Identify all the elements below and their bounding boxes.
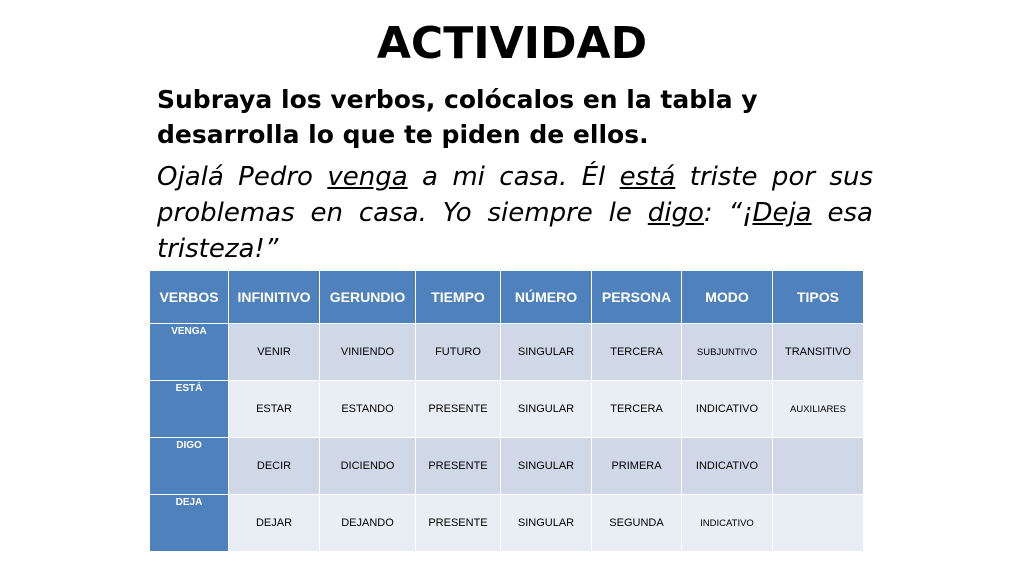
header-verbos: VERBOS — [150, 271, 229, 324]
cell-gerundio: DICIENDO — [320, 438, 416, 495]
table-row — [150, 438, 864, 495]
cell-numero: SINGULAR — [501, 438, 592, 495]
header-tiempo: TIEMPO — [416, 271, 501, 324]
sentence-text: a mi casa. Él — [407, 162, 620, 192]
activity-sentence — [157, 159, 873, 267]
cell-tipos: TRANSITIVO — [773, 324, 864, 381]
sentence-text: Ojalá Pedro — [157, 162, 328, 192]
cell-infinitivo: DEJAR — [229, 495, 320, 552]
cell-verb: VENGA — [150, 324, 229, 381]
verbs-table — [149, 270, 864, 552]
cell-verb: DIGO — [150, 438, 229, 495]
cell-tipos — [773, 438, 864, 495]
verb-underlined: Deja — [752, 198, 812, 228]
cell-modo: SUBJUNTIVO — [682, 324, 773, 381]
cell-modo: INDICATIVO — [682, 438, 773, 495]
table-row — [150, 495, 864, 552]
cell-verb: ESTÁ — [150, 381, 229, 438]
header-gerundio: GERUNDIO — [320, 271, 416, 324]
cell-gerundio: ESTANDO — [320, 381, 416, 438]
cell-tiempo: FUTURO — [416, 324, 501, 381]
cell-persona: SEGUNDA — [592, 495, 682, 552]
sentence-text: triste por sus problemas en casa. Yo siempre le — [157, 162, 873, 228]
cell-modo: INDICATIVO — [682, 381, 773, 438]
cell-tipos — [773, 495, 864, 552]
cell-gerundio: DEJANDO — [320, 495, 416, 552]
header-infinitivo: INFINITIVO — [229, 271, 320, 324]
cell-infinitivo: ESTAR — [229, 381, 320, 438]
header-numero: NÚMERO — [501, 271, 592, 324]
header-modo: MODO — [682, 271, 773, 324]
cell-numero: SINGULAR — [501, 324, 592, 381]
cell-persona: TERCERA — [592, 324, 682, 381]
cell-tiempo: PRESENTE — [416, 438, 501, 495]
cell-tiempo: PRESENTE — [416, 495, 501, 552]
verb-underlined: está — [619, 162, 676, 192]
cell-modo: INDICATIVO — [682, 495, 773, 552]
sentence-text: esa tristeza!” — [157, 198, 873, 264]
cell-gerundio: VINIENDO — [320, 324, 416, 381]
cell-tiempo: PRESENTE — [416, 381, 501, 438]
header-persona: PERSONA — [592, 271, 682, 324]
verb-underlined: venga — [327, 162, 408, 192]
sentence-text: : “¡ — [703, 198, 753, 228]
table-row — [150, 324, 864, 381]
cell-numero: SINGULAR — [501, 495, 592, 552]
cell-persona: PRIMERA — [592, 438, 682, 495]
instruction-text: Subraya los verbos, colócalos en la tabla y desarrolla lo que te piden de ellos. — [157, 85, 758, 149]
cell-infinitivo: DECIR — [229, 438, 320, 495]
slide-title: ACTIVIDAD — [376, 18, 648, 69]
cell-persona: TERCERA — [592, 381, 682, 438]
verb-underlined: digo — [647, 198, 704, 228]
table-header-row — [150, 271, 864, 324]
cell-numero: SINGULAR — [501, 381, 592, 438]
cell-verb: DEJA — [150, 495, 229, 552]
cell-tipos: AUXILIARES — [773, 381, 864, 438]
table-row — [150, 381, 864, 438]
cell-infinitivo: VENIR — [229, 324, 320, 381]
header-tipos: TIPOS — [773, 271, 864, 324]
